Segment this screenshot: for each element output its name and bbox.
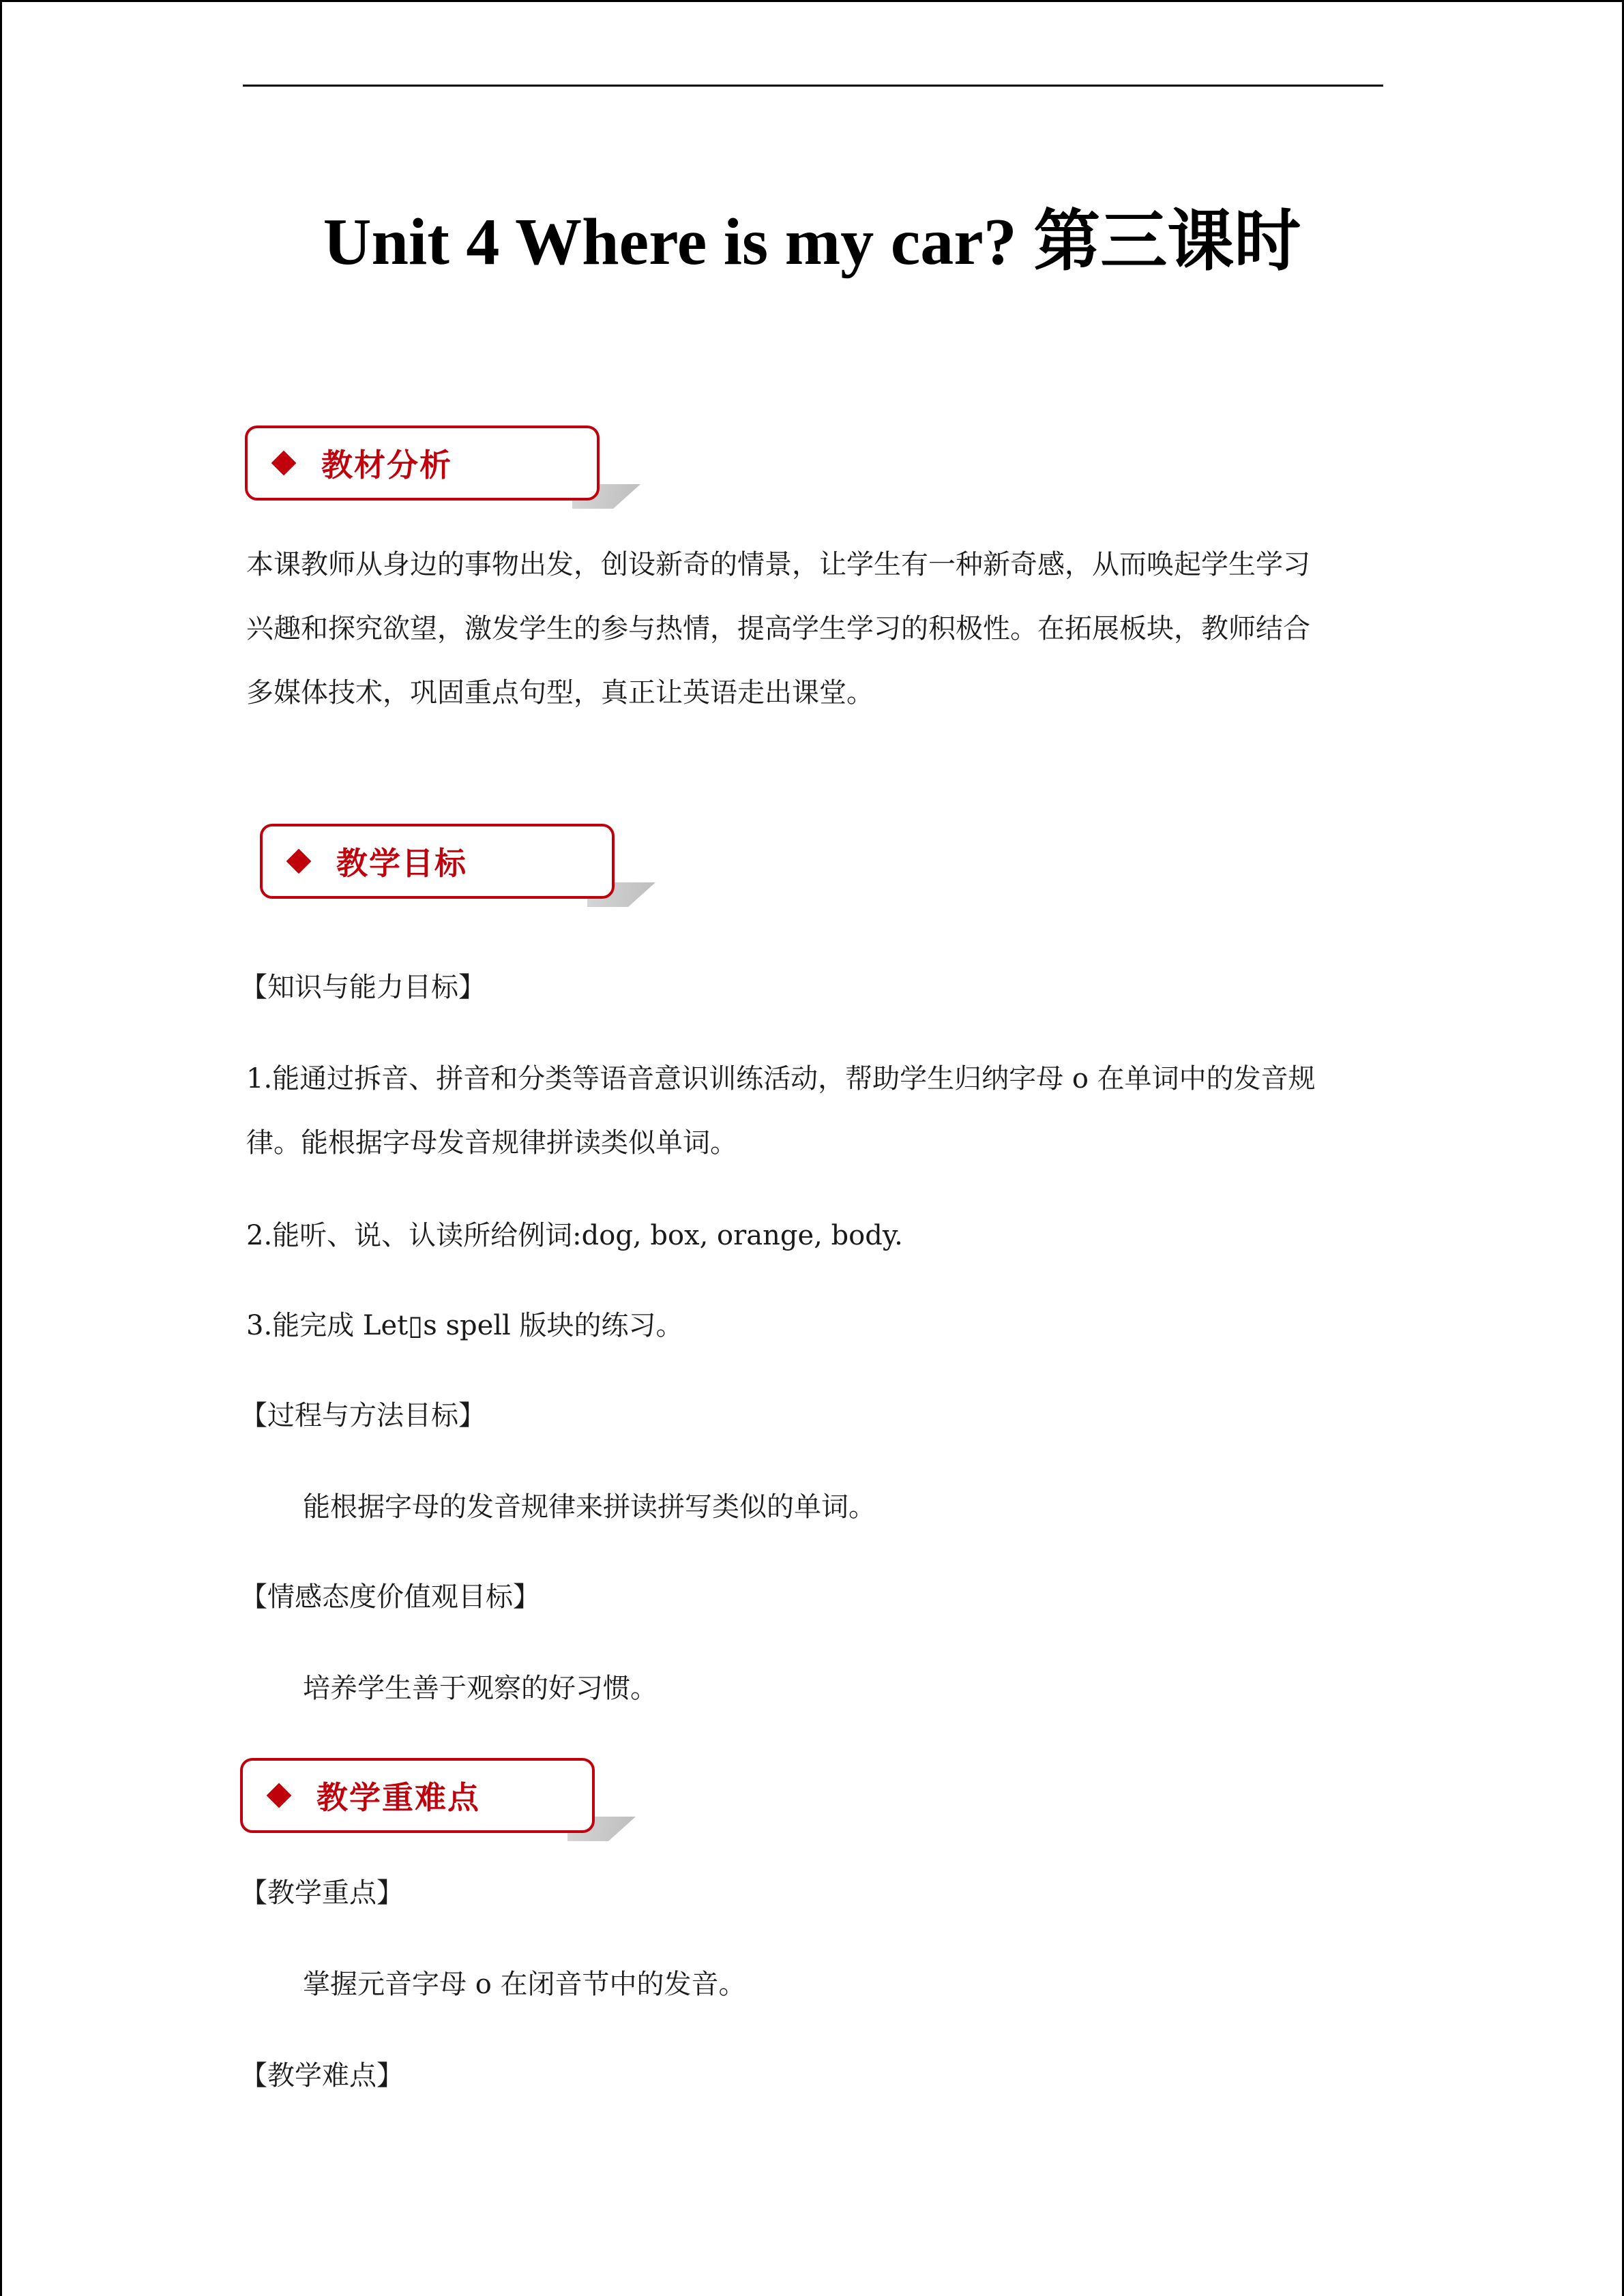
diamond-icon <box>271 451 297 476</box>
objective-item-1-line-1: 1.能通过拆音、拼音和分类等语音意识训练活动，帮助学生归纳字母 o 在单词中的发音规 <box>246 1063 1316 1094</box>
section-label: 教学目标 <box>336 845 467 882</box>
section-label: 教学重难点 <box>316 1779 480 1816</box>
heading-box <box>240 1758 595 1833</box>
objective-item-3: 3.能完成 Let▯s spell 版块的练习。 <box>246 1310 683 1341</box>
process-objective-text: 能根据字母的发音规律来拼读拼写类似的单词。 <box>303 1491 876 1523</box>
section-heading-keypoints <box>240 1758 595 1833</box>
section-label: 教材分析 <box>321 447 452 483</box>
analysis-line-1: 本课教师从身边的事物出发，创设新奇的情景，让学生有一种新奇感，从而唤起学生学习 <box>246 549 1310 580</box>
objective-item-2: 2.能听、说、认读所给例词:dog, box, orange, body. <box>246 1220 903 1251</box>
header-rule <box>243 85 1383 87</box>
focus-text: 掌握元音字母 o 在闭音节中的发音。 <box>303 1969 746 2000</box>
knowledge-objective-heading: 【知识与能力目标】 <box>240 972 486 1003</box>
section-heading-analysis <box>245 426 600 501</box>
process-objective-heading: 【过程与方法目标】 <box>240 1400 486 1431</box>
objective-item-1-line-2: 律。能根据字母发音规律拼读类似单词。 <box>246 1127 737 1159</box>
emotion-objective-text: 培养学生善于观察的好习惯。 <box>303 1673 658 1704</box>
diamond-icon <box>267 1783 292 1808</box>
section-heading-objectives <box>260 824 615 899</box>
diamond-icon <box>286 849 312 874</box>
analysis-line-2: 兴趣和探究欲望，激发学生的参与热情，提高学生学习的积极性。在拓展板块，教师结合 <box>246 613 1310 644</box>
heading-box <box>245 426 600 501</box>
difficulty-heading: 【教学难点】 <box>240 2060 404 2091</box>
emotion-objective-heading: 【情感态度价值观目标】 <box>240 1581 540 1613</box>
focus-heading: 【教学重点】 <box>240 1877 404 1909</box>
heading-box <box>260 824 615 899</box>
analysis-line-3: 多媒体技术，巩固重点句型，真正让英语走出课堂。 <box>246 677 874 709</box>
document-title: Unit 4 Where is my car? 第三课时 <box>323 205 1301 279</box>
